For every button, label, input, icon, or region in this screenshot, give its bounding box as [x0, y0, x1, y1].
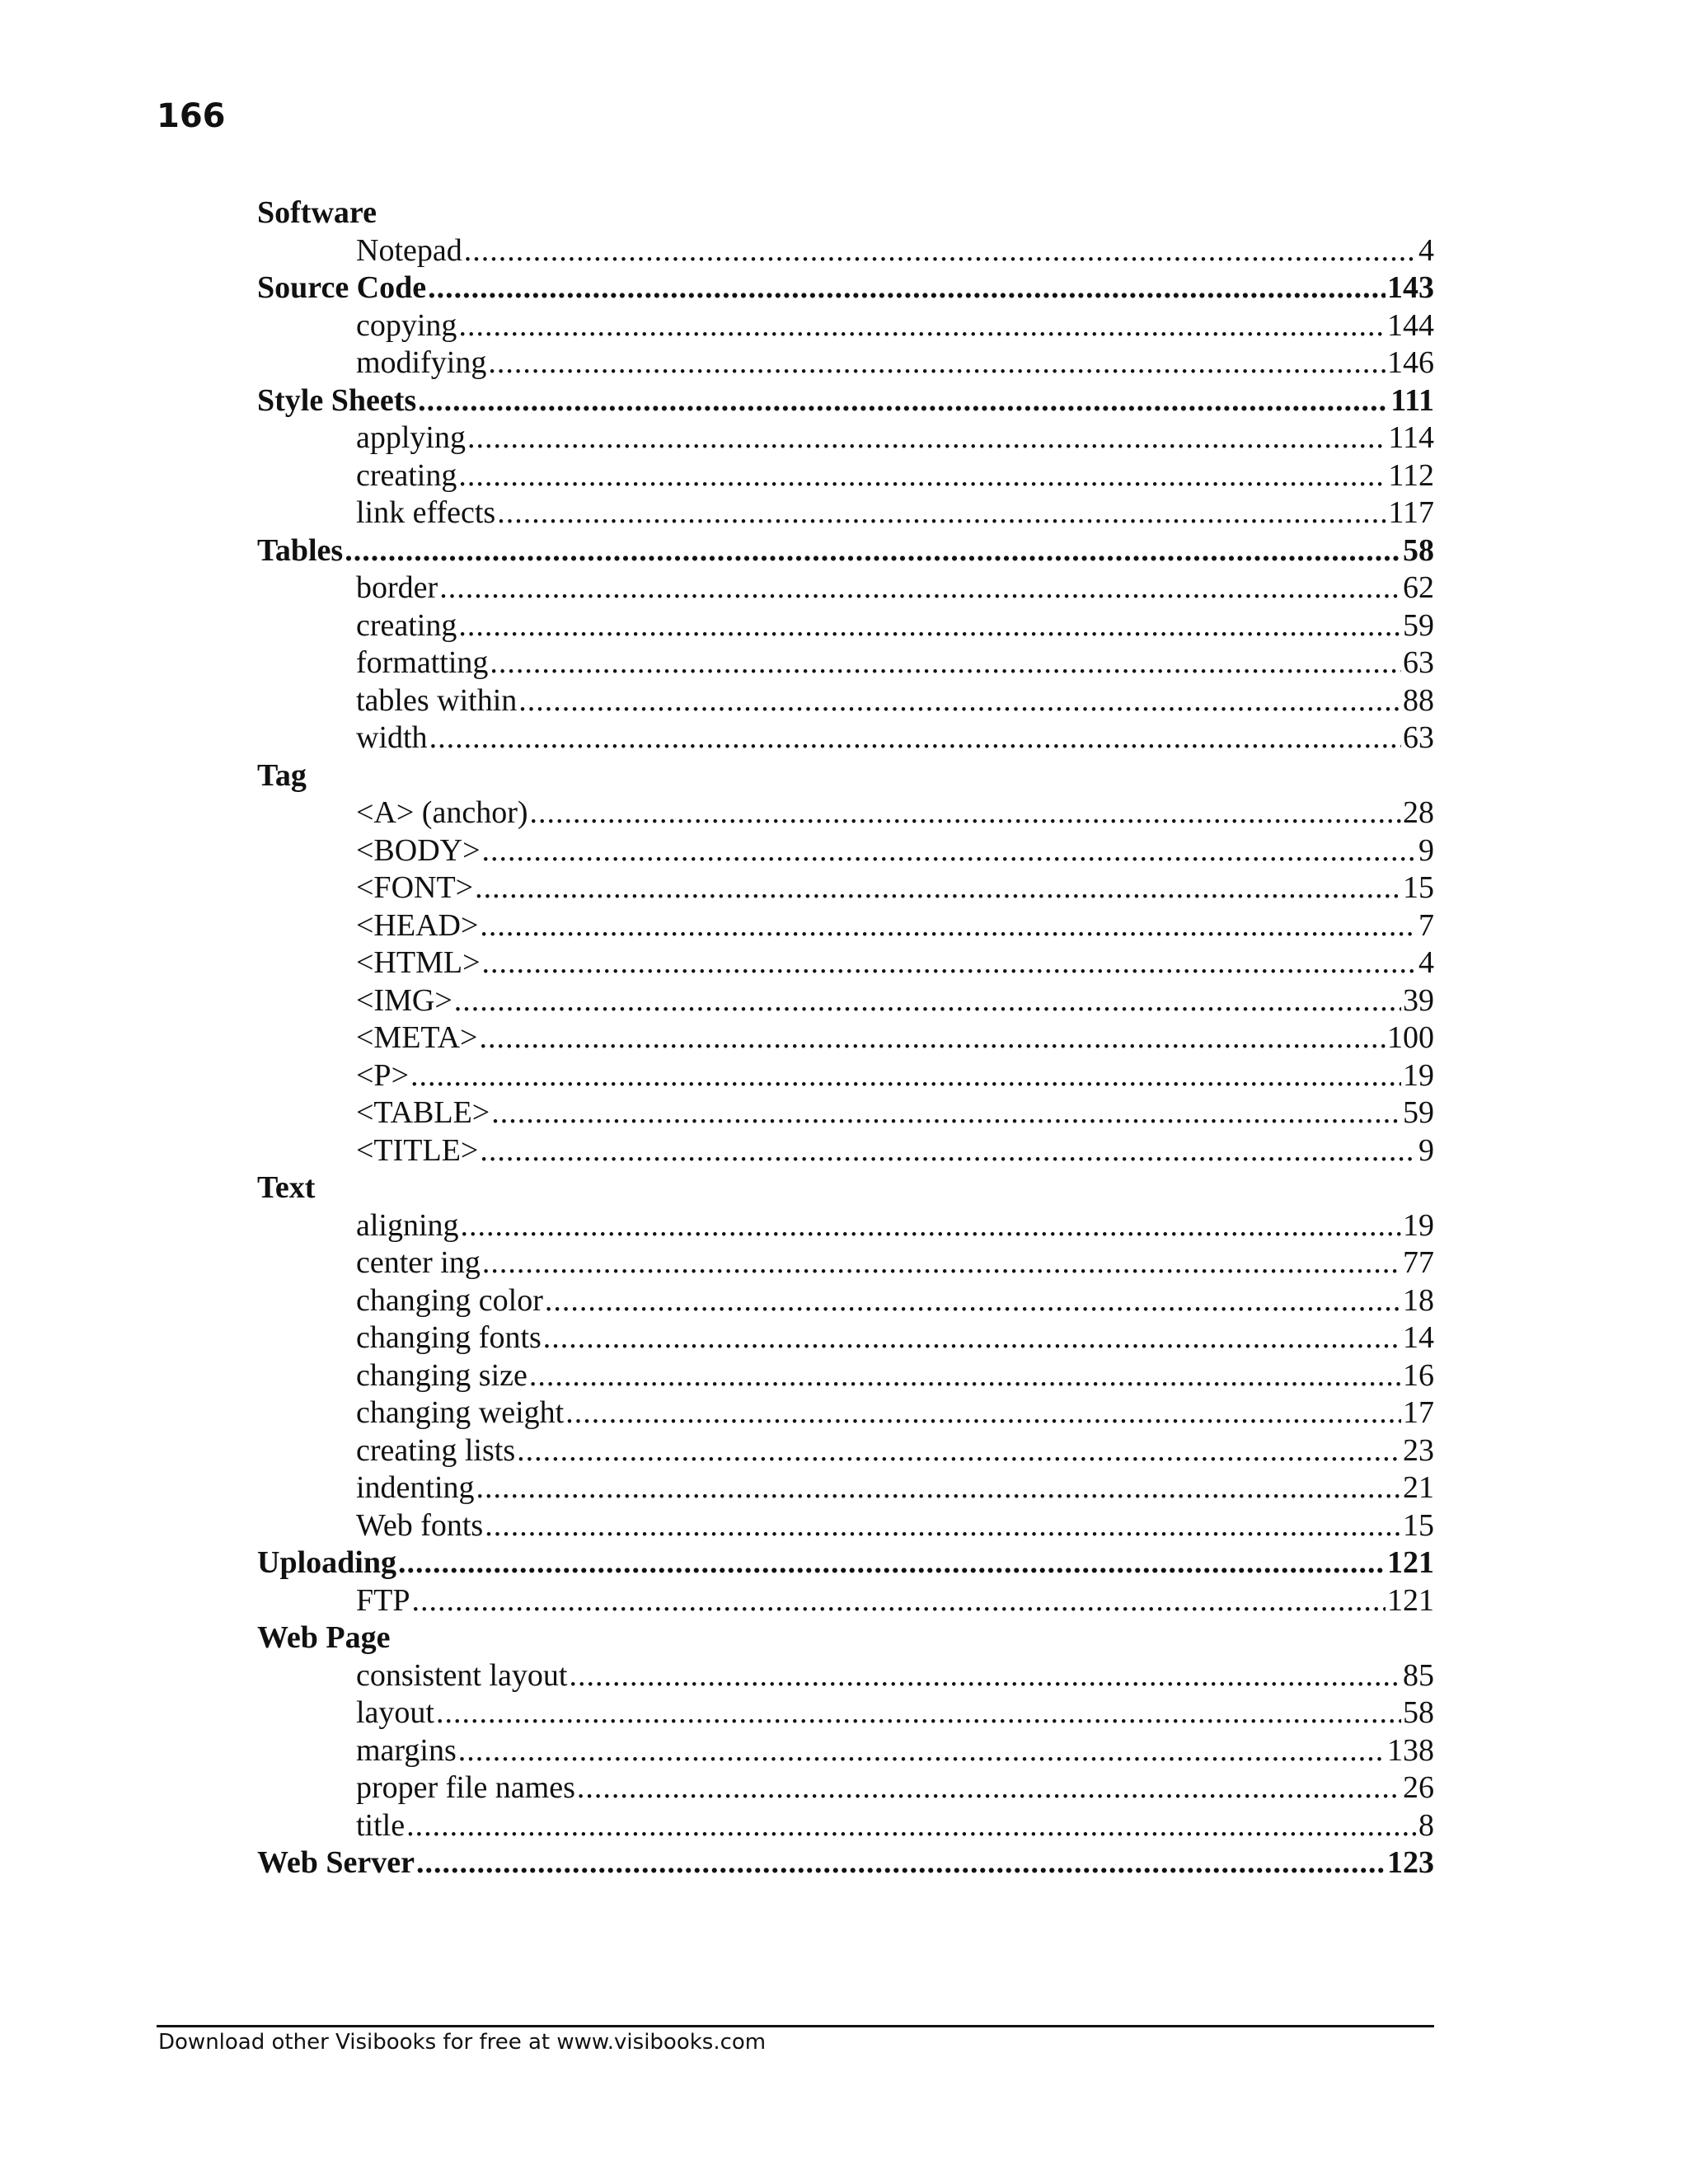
index-entry-label: <BODY>	[356, 832, 481, 868]
index-entry-label: creating	[356, 607, 457, 643]
index-subentry	[257, 832, 1434, 870]
dot-leader	[454, 982, 1401, 1020]
index-entry-label: width	[356, 720, 428, 755]
index-subentry	[257, 644, 1434, 682]
dot-leader	[476, 1469, 1401, 1507]
index-subentry	[257, 419, 1434, 457]
footer-divider	[157, 2025, 1434, 2027]
index-subentry	[257, 1357, 1434, 1395]
dot-leader	[418, 382, 1389, 420]
dot-leader	[545, 1282, 1401, 1320]
index-entry-label: <TITLE>	[356, 1132, 479, 1168]
index-page-ref: 143	[1387, 270, 1434, 305]
index-subentry	[257, 1207, 1434, 1245]
dot-leader	[458, 307, 1386, 345]
index-entry-label: link effects	[356, 495, 496, 530]
index-subentry	[257, 607, 1434, 645]
index-entry-label: <P>	[356, 1057, 409, 1093]
dot-leader	[565, 1394, 1401, 1432]
index-subentry	[257, 1282, 1434, 1320]
dot-leader	[345, 532, 1401, 570]
index-entry-label: Notepad	[356, 232, 462, 268]
index-entry-label: creating	[356, 457, 457, 493]
index-page-ref: 8	[1418, 1807, 1434, 1843]
index-list	[257, 194, 1434, 1882]
dot-leader	[439, 569, 1401, 607]
dot-leader	[406, 1807, 1417, 1845]
index-entry-label: Tag	[257, 757, 307, 793]
index-subentry	[257, 569, 1434, 607]
dot-leader	[577, 1769, 1401, 1807]
dot-leader	[517, 1432, 1401, 1470]
index-heading	[257, 382, 1434, 420]
index-entry-label: changing fonts	[356, 1320, 542, 1355]
index-page-ref: 9	[1418, 832, 1434, 868]
index-entry-label: changing weight	[356, 1395, 565, 1430]
index-entry-label: <A> (anchor)	[356, 795, 528, 830]
index-entry-label: changing color	[356, 1282, 543, 1318]
index-subentry	[257, 1507, 1434, 1545]
index-page-ref: 117	[1388, 495, 1434, 530]
index-subentry	[257, 1582, 1434, 1620]
index-page-ref: 21	[1403, 1470, 1434, 1505]
index-subentry	[257, 682, 1434, 720]
index-entry-label: <TABLE>	[356, 1095, 490, 1130]
index-entry-label: <HTML>	[356, 945, 481, 980]
index-entry-label: center ing	[356, 1245, 481, 1280]
dot-leader	[458, 457, 1386, 495]
index-entry-label: margins	[356, 1732, 457, 1768]
dot-leader	[490, 644, 1401, 682]
index-subentry	[257, 1132, 1434, 1170]
index-page-ref: 121	[1387, 1582, 1434, 1618]
index-subentry	[257, 1394, 1434, 1432]
index-subentry	[257, 1319, 1434, 1357]
index-entry-label: copying	[356, 307, 457, 343]
index-subentry	[257, 232, 1434, 270]
index-heading	[257, 1844, 1434, 1882]
index-entry-label: border	[356, 570, 438, 605]
index-heading	[257, 1619, 1434, 1657]
index-entry-label: Text	[257, 1170, 316, 1205]
index-page-ref: 9	[1418, 1132, 1434, 1168]
index-subentry	[257, 307, 1434, 345]
index-subentry	[257, 457, 1434, 495]
index-entry-label: <IMG>	[356, 982, 452, 1018]
index-page-ref: 19	[1403, 1207, 1434, 1243]
dot-leader	[428, 269, 1386, 307]
dot-leader	[479, 1019, 1386, 1057]
index-entry-label: FTP	[356, 1582, 410, 1618]
index-page-ref: 121	[1387, 1545, 1434, 1580]
index-entry-label: consistent layout	[356, 1657, 568, 1693]
index-heading	[257, 532, 1434, 570]
index-page-ref: 7	[1418, 907, 1434, 943]
index-page-ref: 63	[1403, 645, 1434, 680]
index-page-ref: 114	[1388, 420, 1434, 455]
index-page-ref: 4	[1418, 232, 1434, 268]
index-heading	[257, 194, 1434, 232]
index-page-ref: 85	[1403, 1657, 1434, 1693]
dot-leader	[480, 1132, 1417, 1170]
index-entry-label: <FONT>	[356, 870, 474, 905]
index-page-ref: 77	[1403, 1245, 1434, 1280]
index-page-ref: 15	[1403, 1507, 1434, 1543]
index-heading	[257, 269, 1434, 307]
dot-leader	[458, 607, 1401, 645]
index-entry-label: Uploading	[257, 1545, 396, 1580]
index-subentry	[257, 1244, 1434, 1282]
dot-leader	[482, 1244, 1401, 1282]
dot-leader	[543, 1319, 1401, 1357]
index-page-ref: 112	[1388, 457, 1434, 493]
index-entry-label: applying	[356, 420, 466, 455]
index-entry-label: layout	[356, 1695, 434, 1730]
dot-leader	[529, 1357, 1401, 1395]
dot-leader	[467, 419, 1386, 457]
index-page-ref: 138	[1387, 1732, 1434, 1768]
dot-leader	[416, 1844, 1386, 1882]
index-page-ref: 144	[1387, 307, 1434, 343]
dot-leader	[530, 794, 1402, 832]
index-entry-label: Style Sheets	[257, 382, 417, 418]
index-entry-label: indenting	[356, 1470, 475, 1505]
index-entry-label: <HEAD>	[356, 907, 479, 943]
index-entry-label: changing size	[356, 1357, 528, 1393]
index-entry-label: Tables	[257, 532, 344, 568]
index-entry-label: Source Code	[257, 270, 427, 305]
index-page-ref: 4	[1418, 945, 1434, 980]
dot-leader	[491, 1094, 1401, 1132]
index-heading	[257, 757, 1434, 795]
index-subentry	[257, 944, 1434, 982]
index-page-ref: 16	[1403, 1357, 1434, 1393]
page-number: 166	[157, 97, 226, 135]
dot-leader	[436, 1694, 1401, 1732]
index-page-ref: 14	[1403, 1320, 1434, 1355]
dot-leader	[482, 944, 1417, 982]
index-page-ref: 100	[1387, 1020, 1434, 1055]
index-subentry	[257, 1094, 1434, 1132]
dot-leader	[497, 494, 1386, 532]
index-entry-label: Software	[257, 195, 377, 230]
index-page-ref: 58	[1403, 1695, 1434, 1730]
index-entry-label: <META>	[356, 1020, 478, 1055]
index-entry-label: title	[356, 1807, 406, 1843]
index-entry-label: modifying	[356, 345, 487, 380]
index-page-ref: 62	[1403, 570, 1434, 605]
index-page-ref: 123	[1387, 1845, 1434, 1880]
index-page-ref: 59	[1403, 1095, 1434, 1130]
index-page-ref: 59	[1403, 607, 1434, 643]
index-entry-label: Web Page	[257, 1620, 391, 1655]
index-page-ref: 18	[1403, 1282, 1434, 1318]
index-page-ref: 146	[1387, 345, 1434, 380]
index-entry-label: formatting	[356, 645, 489, 680]
index-subentry	[257, 1057, 1434, 1095]
index-subentry	[257, 794, 1434, 832]
dot-leader	[429, 719, 1401, 757]
dot-leader	[482, 832, 1417, 870]
index-page-ref: 26	[1403, 1770, 1434, 1805]
index-page-ref: 19	[1403, 1057, 1434, 1093]
index-page-ref: 28	[1403, 795, 1434, 830]
index-subentry	[257, 1657, 1434, 1695]
index-subentry	[257, 869, 1434, 907]
index-subentry	[257, 1019, 1434, 1057]
dot-leader	[488, 344, 1386, 382]
index-entry-label: Web Server	[257, 1845, 415, 1880]
index-subentry	[257, 1694, 1434, 1732]
dot-leader	[464, 232, 1417, 270]
index-page-ref: 23	[1403, 1432, 1434, 1468]
index-subentry	[257, 982, 1434, 1020]
index-page-ref: 15	[1403, 870, 1434, 905]
index-entry-label: Web fonts	[356, 1507, 484, 1543]
index-entry-label: creating lists	[356, 1432, 516, 1468]
index-subentry	[257, 1732, 1434, 1770]
index-page-ref: 39	[1403, 982, 1434, 1018]
dot-leader	[458, 1732, 1386, 1770]
index-page-ref: 58	[1403, 532, 1434, 568]
index-subentry	[257, 907, 1434, 945]
index-page-ref: 111	[1390, 382, 1434, 418]
index-subentry	[257, 494, 1434, 532]
dot-leader	[411, 1582, 1386, 1620]
index-subentry	[257, 344, 1434, 382]
index-heading	[257, 1544, 1434, 1582]
index-heading	[257, 1169, 1434, 1207]
index-page-ref: 88	[1403, 682, 1434, 718]
dot-leader	[480, 907, 1417, 945]
index-page-ref: 17	[1403, 1395, 1434, 1430]
index-subentry	[257, 1769, 1434, 1807]
index-subentry	[257, 1432, 1434, 1470]
index-subentry	[257, 719, 1434, 757]
dot-leader	[569, 1657, 1401, 1695]
dot-leader	[485, 1507, 1401, 1545]
index-subentry	[257, 1469, 1434, 1507]
dot-leader	[461, 1207, 1401, 1245]
index-subentry	[257, 1807, 1434, 1845]
dot-leader	[398, 1544, 1386, 1582]
dot-leader	[518, 682, 1401, 720]
index-entry-label: proper file names	[356, 1770, 575, 1805]
index-page-ref: 63	[1403, 720, 1434, 755]
dot-leader	[475, 869, 1401, 907]
index-entry-label: tables within	[356, 682, 518, 718]
index-entry-label: aligning	[356, 1207, 459, 1243]
footer-text: Download other Visibooks for free at www.visibooks.com	[158, 2030, 767, 2055]
dot-leader	[410, 1057, 1401, 1095]
